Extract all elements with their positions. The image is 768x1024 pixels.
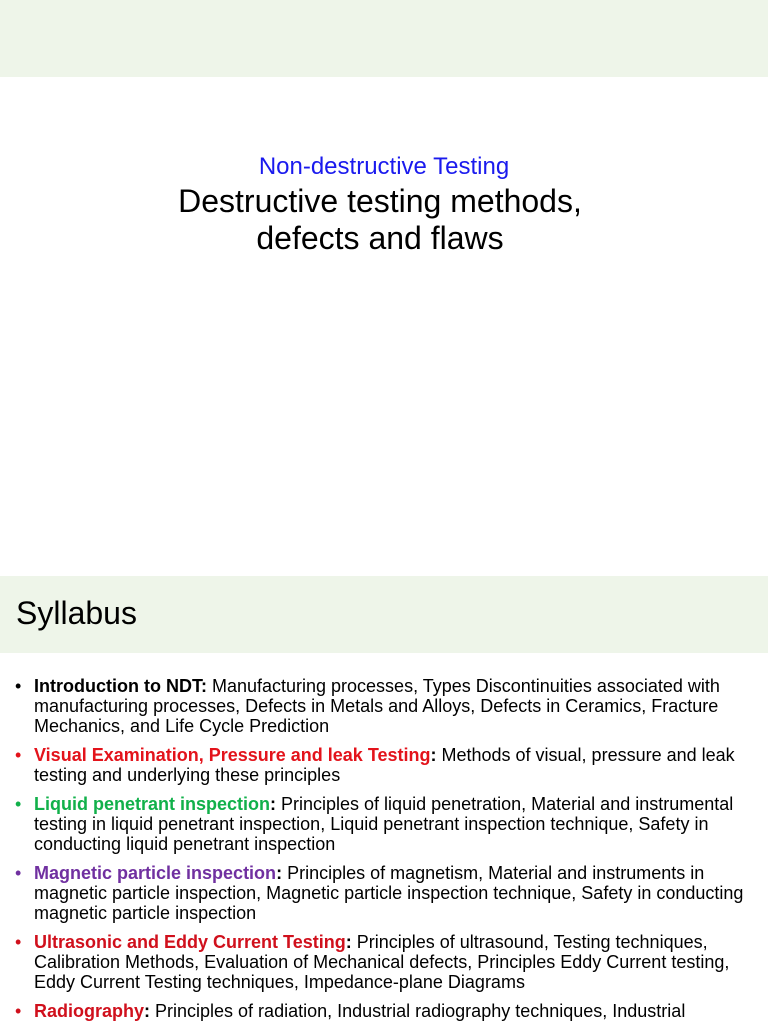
slide-header-band: [0, 0, 768, 77]
syllabus-description: Manufacturing processes, Types Discontinuities associated with manufacturing processes, Defects in Metals and Alloys, Defects in Ceramics, Fracture Mechanics, and Life Cycle Prediction: [34, 676, 720, 736]
syllabus-slide: [0, 576, 768, 1024]
bullet-icon: •: [15, 794, 22, 814]
syllabus-item: [0, 676, 768, 736]
syllabus-topic: Magnetic particle inspection: [34, 863, 277, 883]
syllabus-topic-colon: :: [144, 1001, 151, 1021]
slide-title-line-2: defects and flaws: [256, 220, 504, 256]
slide-subtitle: Non-destructive Testing: [258, 153, 510, 180]
bullet-icon: •: [15, 863, 22, 883]
bullet-icon: •: [15, 1001, 22, 1021]
syllabus-topic: Liquid penetrant inspection: [34, 794, 271, 814]
syllabus-topic: Radiography: [34, 1001, 145, 1021]
syllabus-item: [0, 863, 768, 923]
syllabus-topic: Ultrasonic and Eddy Current Testing: [34, 932, 346, 952]
syllabus-topic: Introduction to NDT:: [34, 676, 207, 696]
syllabus-description: Principles of magnetism, Material and instruments in magnetic particle inspection, Magnetic particle inspection technique, Safety in conducting magnetic particle inspection: [34, 863, 744, 923]
syllabus-list: [0, 676, 768, 1024]
syllabus-topic-colon: :: [430, 745, 437, 765]
bullet-icon: •: [15, 745, 22, 765]
slide-title-line-1: Destructive testing methods,: [178, 183, 582, 219]
syllabus-item: [0, 794, 768, 854]
syllabus-item: [0, 932, 768, 992]
title-block: [0, 151, 768, 257]
syllabus-description: Principles of liquid penetration, Material and instrumental testing in liquid penetrant inspection, Liquid penetrant inspection technique, Safety in conducting liquid penetrant inspection: [34, 794, 734, 854]
syllabus-item: [0, 745, 768, 785]
syllabus-topic-colon: :: [270, 794, 277, 814]
syllabus-item: [0, 1001, 768, 1021]
syllabus-topic: Visual Examination, Pressure and leak Testing: [34, 745, 431, 765]
bullet-icon: •: [15, 932, 22, 952]
syllabus-topic-colon: :: [345, 932, 352, 952]
syllabus-description: Principles of ultrasound, Testing techniques, Calibration Methods, Evaluation of Mechanical defects, Principles Eddy Current testing, Eddy Current Testing techniques, Impedance-plane Diagrams: [34, 932, 730, 992]
syllabus-topic-colon: :: [276, 863, 283, 883]
slide-heading: Syllabus: [16, 595, 137, 631]
syllabus-description: Methods of visual, pressure and leak testing and underlying these principles: [34, 745, 735, 785]
bullet-icon: •: [15, 676, 22, 696]
syllabus-description: Principles of radiation, Industrial radiography techniques, Industrial: [150, 1001, 686, 1021]
